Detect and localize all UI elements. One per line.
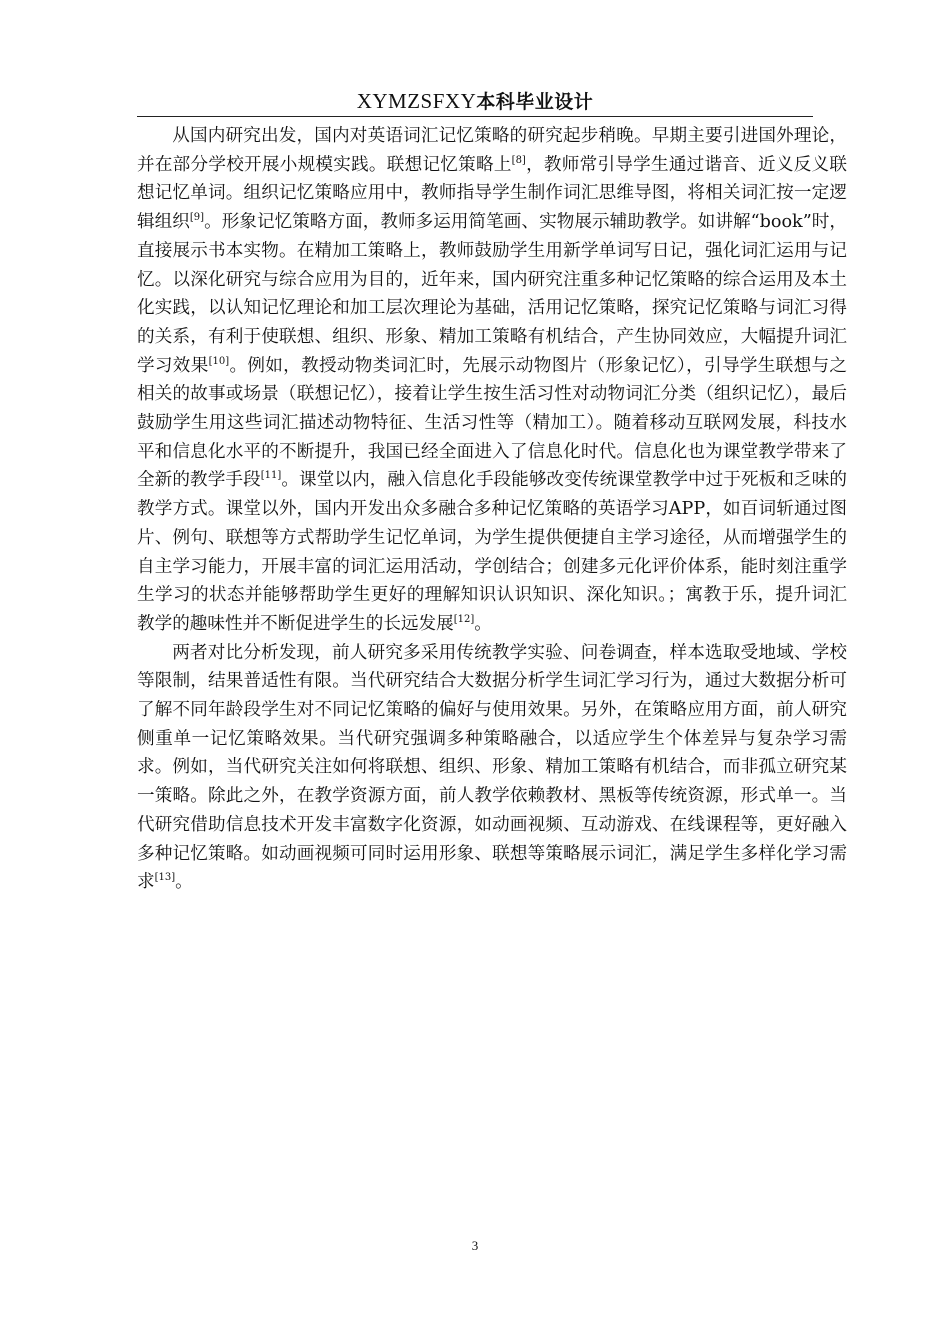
header-title: 本科毕业设计 — [476, 91, 594, 113]
text-segment: 两者对比分析发现，前人研究多采用传统教学实验、问卷调查，样本选取受地域、学校等限制，结果普适性有限。当代研究结合大数据分析学生词汇学习行为，通过大数据分析可了解不同年龄段学生对不同记忆策略的偏好与使用效果。另外，在策略应用方面，前人研究侧重单一记忆策略效果。当代研究强调多种策略融合，以适应学生个体差异与复杂学习需求。例如，当代研究关注如何将联想、组织、形象、精加工策略有机结合，而非孤立研究某一策略。除此之外，在教学资源方面，前人教学依赖教材、黑板等传统资源，形式单一。当代研究借助信息技术开发丰富数字化资源，如动画视频、互动游戏、在线课程等，更好融入多种记忆策略。如动画视频可同时运用形象、联想等策略展示词汇，满足学生多样化学习需求 — [137, 642, 847, 893]
body-text — [137, 122, 847, 897]
citation-ref: [13] — [154, 872, 176, 884]
header-divider — [137, 116, 813, 117]
text-segment: 。 — [474, 613, 492, 634]
citation-ref: [11] — [260, 470, 282, 482]
text-segment: 。例如，教授动物类词汇时，先展示动物图片（形象记忆），引导学生联想与之相关的故事或场景（联想记忆），接着让学生按生活习性对动物词汇分类（组织记忆），最后鼓励学生用这些词汇描述动物特征、生活习性等（精加工）。随着移动互联网发展，科技水平和信息化水平的不断提升，我国已经全面进入了信息化时代。信息化也为课堂教学带来了全新的教学手段 — [137, 355, 847, 491]
text-segment: 。 — [175, 872, 193, 893]
text-segment: 从国内研究出发，国内对英语词汇记忆策略的研究起步稍晚。早期主要引进国外理论，并在部分学校开展小规模实践。联想记忆策略上 — [137, 126, 847, 175]
text-segment: 。课堂以内，融入信息化手段能够改变传统课堂教学中过于死板和乏味的教学方式。课堂以外，国内开发出众多融合多种记忆策略的英语学习APP，如百词斩通过图片、例句、联想等方式帮助学生记忆单词，为学生提供便捷自主学习途径，从而增强学生的自主学习能力，开展丰富的词汇运用活动，学创结合；创建多元化评价体系，能时刻注重学生学习的状态并能够帮助学生更好的理解知识认识知识、深化知识。；寓教于乐，提升词汇教学的趣味性并不断促进学生的长远发展 — [137, 470, 847, 634]
text-segment: ，教师常引导学生通过谐音、近义反义联想记忆单词。组织记忆策略应用中，教师指导学生制作词汇思维导图，将相关词汇按一定逻辑组织 — [137, 154, 847, 233]
text-segment: 。形象记忆策略方面，教师多运用简笔画、实物展示辅助教学。如讲解“book”时，直接展示书本实物。在精加工策略上，教师鼓励学生用新学单词写日记，强化词汇运用与记忆。以深化研究与综合应用为目的，近年来，国内研究注重多种记忆策略的综合运用及本土化实践，以认知记忆理论和加工层次理论为基础，活用记忆策略，探究记忆策略与词汇习得的关系，有利于使联想、组织、形象、精加工策略有机结合，产生协同效应，大幅提升词汇学习效果 — [137, 212, 847, 376]
page-header — [0, 88, 950, 115]
citation-ref: [8] — [511, 154, 526, 166]
citation-ref: [9] — [189, 212, 205, 224]
citation-ref: [10] — [208, 355, 230, 367]
header-code: XYMZSFXY — [356, 89, 477, 113]
page-number: 3 — [471, 1238, 479, 1253]
citation-ref: [12] — [453, 614, 475, 626]
paragraph-domestic-research — [137, 122, 847, 639]
paragraph-comparison — [137, 639, 847, 897]
